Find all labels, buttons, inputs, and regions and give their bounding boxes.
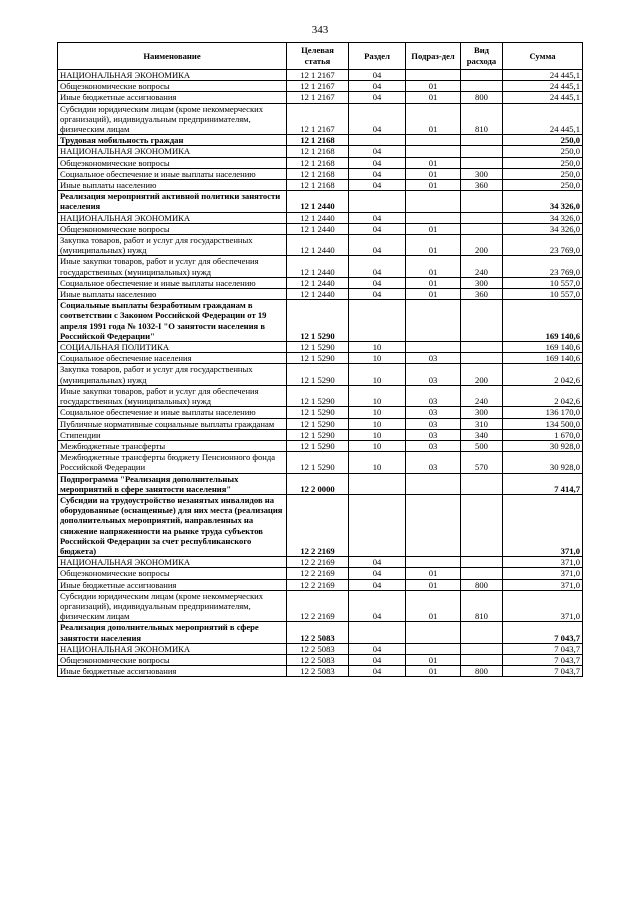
cell-name: Общеэкономические вопросы bbox=[58, 223, 287, 234]
cell-article: 12 1 2440 bbox=[287, 289, 349, 300]
cell-article: 12 1 5290 bbox=[287, 385, 349, 406]
cell-article: 12 1 2440 bbox=[287, 223, 349, 234]
table-row bbox=[58, 81, 583, 92]
cell-amount: 250,0 bbox=[503, 157, 583, 168]
cell-subsection: 01 bbox=[406, 256, 461, 277]
cell-kind bbox=[461, 223, 503, 234]
cell-amount: 371,0 bbox=[503, 557, 583, 568]
cell-article: 12 2 2169 bbox=[287, 568, 349, 579]
cell-subsection: 01 bbox=[406, 590, 461, 622]
cell-section: 04 bbox=[349, 223, 406, 234]
cell-section: 04 bbox=[349, 168, 406, 179]
cell-amount: 24 445,1 bbox=[503, 103, 583, 135]
cell-amount: 2 042,6 bbox=[503, 364, 583, 385]
cell-amount: 24 445,1 bbox=[503, 70, 583, 81]
cell-subsection: 01 bbox=[406, 654, 461, 665]
cell-name: Подпрограмма "Реализация дополнительных мероприятий в сфере занятости населения" bbox=[58, 473, 287, 494]
cell-kind: 800 bbox=[461, 666, 503, 677]
cell-amount: 371,0 bbox=[503, 579, 583, 590]
cell-section: 10 bbox=[349, 418, 406, 429]
cell-article: 12 1 2168 bbox=[287, 135, 349, 146]
cell-kind: 360 bbox=[461, 289, 503, 300]
table-row bbox=[58, 666, 583, 677]
table-row bbox=[58, 429, 583, 440]
table-row bbox=[58, 212, 583, 223]
cell-article: 12 1 5290 bbox=[287, 364, 349, 385]
cell-kind: 200 bbox=[461, 235, 503, 256]
cell-section: 10 bbox=[349, 364, 406, 385]
cell-kind bbox=[461, 622, 503, 643]
cell-amount: 134 500,0 bbox=[503, 418, 583, 429]
cell-amount: 371,0 bbox=[503, 590, 583, 622]
table-row bbox=[58, 342, 583, 353]
table-row bbox=[58, 180, 583, 191]
cell-article: 12 1 2168 bbox=[287, 157, 349, 168]
cell-section: 04 bbox=[349, 277, 406, 288]
cell-amount: 250,0 bbox=[503, 168, 583, 179]
cell-kind bbox=[461, 342, 503, 353]
cell-amount: 371,0 bbox=[503, 494, 583, 556]
cell-kind: 810 bbox=[461, 590, 503, 622]
cell-section: 04 bbox=[349, 81, 406, 92]
table-row bbox=[58, 277, 583, 288]
cell-amount: 34 326,0 bbox=[503, 191, 583, 212]
cell-amount: 24 445,1 bbox=[503, 81, 583, 92]
cell-section: 04 bbox=[349, 70, 406, 81]
cell-subsection: 01 bbox=[406, 289, 461, 300]
cell-kind bbox=[461, 494, 503, 556]
cell-kind bbox=[461, 643, 503, 654]
table-row bbox=[58, 407, 583, 418]
header-name: Наименование bbox=[58, 43, 287, 70]
cell-section: 04 bbox=[349, 289, 406, 300]
table-row bbox=[58, 622, 583, 643]
table-row bbox=[58, 235, 583, 256]
cell-section: 04 bbox=[349, 157, 406, 168]
cell-subsection: 01 bbox=[406, 568, 461, 579]
cell-subsection: 03 bbox=[406, 353, 461, 364]
cell-kind bbox=[461, 300, 503, 342]
cell-name: Общеэкономические вопросы bbox=[58, 654, 287, 665]
cell-amount: 7 043,7 bbox=[503, 622, 583, 643]
cell-section bbox=[349, 135, 406, 146]
cell-article: 12 1 5290 bbox=[287, 418, 349, 429]
cell-amount: 169 140,6 bbox=[503, 342, 583, 353]
table-row bbox=[58, 289, 583, 300]
table-row bbox=[58, 364, 583, 385]
cell-amount: 10 557,0 bbox=[503, 277, 583, 288]
cell-kind: 200 bbox=[461, 364, 503, 385]
cell-article: 12 1 2440 bbox=[287, 235, 349, 256]
cell-section bbox=[349, 494, 406, 556]
cell-article: 12 2 2169 bbox=[287, 557, 349, 568]
cell-section: 04 bbox=[349, 654, 406, 665]
cell-amount: 250,0 bbox=[503, 146, 583, 157]
cell-name: Межбюджетные трансферты bbox=[58, 440, 287, 451]
cell-name: Реализация мероприятий активной политики занятости населения bbox=[58, 191, 287, 212]
table-row bbox=[58, 557, 583, 568]
cell-subsection bbox=[406, 191, 461, 212]
cell-article: 12 2 5083 bbox=[287, 643, 349, 654]
cell-subsection bbox=[406, 135, 461, 146]
cell-kind bbox=[461, 135, 503, 146]
cell-section: 04 bbox=[349, 146, 406, 157]
cell-amount: 23 769,0 bbox=[503, 235, 583, 256]
cell-subsection: 01 bbox=[406, 81, 461, 92]
cell-kind: 310 bbox=[461, 418, 503, 429]
cell-article: 12 1 2167 bbox=[287, 92, 349, 103]
cell-subsection: 01 bbox=[406, 168, 461, 179]
cell-article: 12 1 5290 bbox=[287, 429, 349, 440]
cell-amount: 10 557,0 bbox=[503, 289, 583, 300]
cell-subsection bbox=[406, 473, 461, 494]
cell-name: Иные выплаты населению bbox=[58, 180, 287, 191]
cell-subsection bbox=[406, 212, 461, 223]
cell-article: 12 1 5290 bbox=[287, 300, 349, 342]
table-row bbox=[58, 103, 583, 135]
cell-article: 12 2 2169 bbox=[287, 494, 349, 556]
cell-name: Стипендии bbox=[58, 429, 287, 440]
cell-section: 10 bbox=[349, 342, 406, 353]
table-row bbox=[58, 643, 583, 654]
cell-kind bbox=[461, 146, 503, 157]
cell-name: Публичные нормативные социальные выплаты гражданам bbox=[58, 418, 287, 429]
table-row bbox=[58, 300, 583, 342]
cell-kind bbox=[461, 473, 503, 494]
cell-section: 10 bbox=[349, 429, 406, 440]
cell-section: 04 bbox=[349, 568, 406, 579]
table-row bbox=[58, 168, 583, 179]
cell-amount: 7 414,7 bbox=[503, 473, 583, 494]
cell-article: 12 1 2167 bbox=[287, 81, 349, 92]
cell-name: НАЦИОНАЛЬНАЯ ЭКОНОМИКА bbox=[58, 643, 287, 654]
cell-amount: 30 928,0 bbox=[503, 452, 583, 473]
cell-section: 10 bbox=[349, 452, 406, 473]
cell-name: НАЦИОНАЛЬНАЯ ЭКОНОМИКА bbox=[58, 146, 287, 157]
cell-name: Субсидии на трудоустройство незанятых инвалидов на оборудованные (оснащенные) для них места (реализация дополнительных мероприятий, направленных на снижение напряженности на рынке труда субъектов Российской Федерации за счет республиканского бюджета) bbox=[58, 494, 287, 556]
cell-amount: 169 140,6 bbox=[503, 300, 583, 342]
cell-subsection: 01 bbox=[406, 92, 461, 103]
cell-kind: 570 bbox=[461, 452, 503, 473]
cell-name: Социальное обеспечение населения bbox=[58, 353, 287, 364]
cell-amount: 250,0 bbox=[503, 180, 583, 191]
cell-section: 04 bbox=[349, 666, 406, 677]
cell-kind: 300 bbox=[461, 407, 503, 418]
cell-subsection: 03 bbox=[406, 452, 461, 473]
table-row bbox=[58, 440, 583, 451]
header-amount: Сумма bbox=[503, 43, 583, 70]
cell-name: Иные бюджетные ассигнования bbox=[58, 666, 287, 677]
header-article: Целевая статья bbox=[287, 43, 349, 70]
cell-name: НАЦИОНАЛЬНАЯ ЭКОНОМИКА bbox=[58, 557, 287, 568]
cell-article: 12 1 2440 bbox=[287, 191, 349, 212]
cell-kind: 800 bbox=[461, 92, 503, 103]
cell-article: 12 2 5083 bbox=[287, 654, 349, 665]
cell-section bbox=[349, 473, 406, 494]
cell-name: Социальное обеспечение и иные выплаты населению bbox=[58, 168, 287, 179]
cell-subsection: 01 bbox=[406, 103, 461, 135]
cell-article: 12 2 2169 bbox=[287, 579, 349, 590]
cell-subsection bbox=[406, 300, 461, 342]
cell-name: Общеэкономические вопросы bbox=[58, 81, 287, 92]
table-row bbox=[58, 157, 583, 168]
cell-section bbox=[349, 300, 406, 342]
cell-kind bbox=[461, 557, 503, 568]
budget-table bbox=[57, 42, 583, 677]
cell-name: Иные бюджетные ассигнования bbox=[58, 579, 287, 590]
cell-kind: 800 bbox=[461, 579, 503, 590]
cell-name: Закупка товаров, работ и услуг для государственных (муниципальных) нужд bbox=[58, 364, 287, 385]
table-row bbox=[58, 452, 583, 473]
cell-article: 12 1 2168 bbox=[287, 180, 349, 191]
cell-name: Иные закупки товаров, работ и услуг для обеспечения государственных (муниципальных) нужд bbox=[58, 256, 287, 277]
cell-kind bbox=[461, 191, 503, 212]
cell-amount: 7 043,7 bbox=[503, 643, 583, 654]
cell-name: Реализация дополнительных мероприятий в сфере занятости населения bbox=[58, 622, 287, 643]
cell-section: 04 bbox=[349, 557, 406, 568]
table-row bbox=[58, 494, 583, 556]
table-row bbox=[58, 256, 583, 277]
table-row bbox=[58, 568, 583, 579]
cell-article: 12 1 2440 bbox=[287, 212, 349, 223]
table-row bbox=[58, 191, 583, 212]
cell-amount: 7 043,7 bbox=[503, 654, 583, 665]
cell-article: 12 1 5290 bbox=[287, 342, 349, 353]
cell-section: 04 bbox=[349, 590, 406, 622]
cell-kind: 810 bbox=[461, 103, 503, 135]
cell-subsection bbox=[406, 622, 461, 643]
table-row bbox=[58, 135, 583, 146]
cell-subsection: 03 bbox=[406, 385, 461, 406]
cell-amount: 7 043,7 bbox=[503, 666, 583, 677]
cell-section: 04 bbox=[349, 579, 406, 590]
cell-section: 10 bbox=[349, 385, 406, 406]
cell-name: Социальное обеспечение и иные выплаты населению bbox=[58, 407, 287, 418]
cell-kind bbox=[461, 353, 503, 364]
cell-amount: 2 042,6 bbox=[503, 385, 583, 406]
table-body bbox=[58, 70, 583, 677]
cell-amount: 250,0 bbox=[503, 135, 583, 146]
cell-subsection bbox=[406, 643, 461, 654]
cell-article: 12 1 2440 bbox=[287, 256, 349, 277]
cell-section: 04 bbox=[349, 643, 406, 654]
cell-section bbox=[349, 622, 406, 643]
cell-article: 12 2 0000 bbox=[287, 473, 349, 494]
cell-amount: 1 670,0 bbox=[503, 429, 583, 440]
cell-section: 04 bbox=[349, 180, 406, 191]
cell-name: СОЦИАЛЬНАЯ ПОЛИТИКА bbox=[58, 342, 287, 353]
cell-article: 12 1 5290 bbox=[287, 452, 349, 473]
table-row bbox=[58, 92, 583, 103]
cell-article: 12 1 2440 bbox=[287, 277, 349, 288]
cell-amount: 34 326,0 bbox=[503, 212, 583, 223]
cell-article: 12 1 5290 bbox=[287, 353, 349, 364]
cell-amount: 23 769,0 bbox=[503, 256, 583, 277]
cell-subsection bbox=[406, 342, 461, 353]
table-row bbox=[58, 385, 583, 406]
cell-name: Иные бюджетные ассигнования bbox=[58, 92, 287, 103]
cell-subsection: 03 bbox=[406, 407, 461, 418]
cell-name: Иные выплаты населению bbox=[58, 289, 287, 300]
cell-section: 04 bbox=[349, 235, 406, 256]
cell-section: 04 bbox=[349, 103, 406, 135]
cell-section: 10 bbox=[349, 407, 406, 418]
cell-section bbox=[349, 191, 406, 212]
cell-section: 10 bbox=[349, 440, 406, 451]
cell-kind: 240 bbox=[461, 385, 503, 406]
cell-amount: 136 170,0 bbox=[503, 407, 583, 418]
header-section: Раздел bbox=[349, 43, 406, 70]
cell-amount: 169 140,6 bbox=[503, 353, 583, 364]
cell-article: 12 1 5290 bbox=[287, 440, 349, 451]
cell-amount: 34 326,0 bbox=[503, 223, 583, 234]
cell-subsection: 01 bbox=[406, 666, 461, 677]
cell-article: 12 1 5290 bbox=[287, 407, 349, 418]
cell-name: Субсидии юридическим лицам (кроме некоммерческих организаций), индивидуальным предпринимателям, физическим лицам bbox=[58, 103, 287, 135]
cell-subsection bbox=[406, 146, 461, 157]
cell-subsection: 01 bbox=[406, 223, 461, 234]
cell-subsection: 01 bbox=[406, 180, 461, 191]
cell-subsection: 01 bbox=[406, 235, 461, 256]
cell-article: 12 2 2169 bbox=[287, 590, 349, 622]
cell-name: Закупка товаров, работ и услуг для государственных (муниципальных) нужд bbox=[58, 235, 287, 256]
cell-subsection: 01 bbox=[406, 579, 461, 590]
header-subsection: Подраз-дел bbox=[406, 43, 461, 70]
cell-name: Субсидии юридическим лицам (кроме некоммерческих организаций), индивидуальным предпринимателям, физическим лицам bbox=[58, 590, 287, 622]
table-row bbox=[58, 579, 583, 590]
cell-section: 04 bbox=[349, 212, 406, 223]
cell-kind bbox=[461, 568, 503, 579]
table-row bbox=[58, 146, 583, 157]
cell-kind: 300 bbox=[461, 168, 503, 179]
cell-subsection: 03 bbox=[406, 418, 461, 429]
table-row bbox=[58, 654, 583, 665]
cell-section: 10 bbox=[349, 353, 406, 364]
cell-kind: 500 bbox=[461, 440, 503, 451]
cell-name: Трудовая мобильность граждан bbox=[58, 135, 287, 146]
cell-name: Общеэкономические вопросы bbox=[58, 157, 287, 168]
cell-article: 12 1 2167 bbox=[287, 103, 349, 135]
cell-subsection bbox=[406, 70, 461, 81]
cell-section: 04 bbox=[349, 92, 406, 103]
cell-kind bbox=[461, 654, 503, 665]
cell-article: 12 1 2167 bbox=[287, 70, 349, 81]
cell-subsection: 03 bbox=[406, 440, 461, 451]
table-row bbox=[58, 418, 583, 429]
table-header-row bbox=[58, 43, 583, 70]
cell-amount: 30 928,0 bbox=[503, 440, 583, 451]
table-row bbox=[58, 590, 583, 622]
cell-name: Межбюджетные трансферты бюджету Пенсионного фонда Российской Федерации bbox=[58, 452, 287, 473]
cell-amount: 371,0 bbox=[503, 568, 583, 579]
cell-subsection bbox=[406, 557, 461, 568]
header-kind: Вид расхода bbox=[461, 43, 503, 70]
cell-kind bbox=[461, 70, 503, 81]
cell-kind: 300 bbox=[461, 277, 503, 288]
cell-name: НАЦИОНАЛЬНАЯ ЭКОНОМИКА bbox=[58, 212, 287, 223]
cell-kind bbox=[461, 157, 503, 168]
cell-amount: 24 445,1 bbox=[503, 92, 583, 103]
table-row bbox=[58, 353, 583, 364]
cell-subsection bbox=[406, 494, 461, 556]
cell-name: Социальные выплаты безработным гражданам в соответствии с Законом Российской Федерации от 19 апреля 1991 года № 1032-I "О занятости населения в Российской Федерации" bbox=[58, 300, 287, 342]
cell-article: 12 1 2168 bbox=[287, 146, 349, 157]
table-row bbox=[58, 70, 583, 81]
table-row bbox=[58, 223, 583, 234]
cell-article: 12 2 5083 bbox=[287, 622, 349, 643]
cell-kind: 340 bbox=[461, 429, 503, 440]
cell-name: Общеэкономические вопросы bbox=[58, 568, 287, 579]
cell-kind: 360 bbox=[461, 180, 503, 191]
cell-article: 12 1 2168 bbox=[287, 168, 349, 179]
cell-section: 04 bbox=[349, 256, 406, 277]
cell-name: НАЦИОНАЛЬНАЯ ЭКОНОМИКА bbox=[58, 70, 287, 81]
cell-kind: 240 bbox=[461, 256, 503, 277]
cell-kind bbox=[461, 212, 503, 223]
cell-subsection: 03 bbox=[406, 429, 461, 440]
cell-subsection: 03 bbox=[406, 364, 461, 385]
cell-name: Иные закупки товаров, работ и услуг для обеспечения государственных (муниципальных) нужд bbox=[58, 385, 287, 406]
cell-subsection: 01 bbox=[406, 157, 461, 168]
cell-kind bbox=[461, 81, 503, 92]
page-number: 343 bbox=[311, 24, 329, 36]
table-row bbox=[58, 473, 583, 494]
cell-name: Социальное обеспечение и иные выплаты населению bbox=[58, 277, 287, 288]
cell-article: 12 2 5083 bbox=[287, 666, 349, 677]
cell-subsection: 01 bbox=[406, 277, 461, 288]
